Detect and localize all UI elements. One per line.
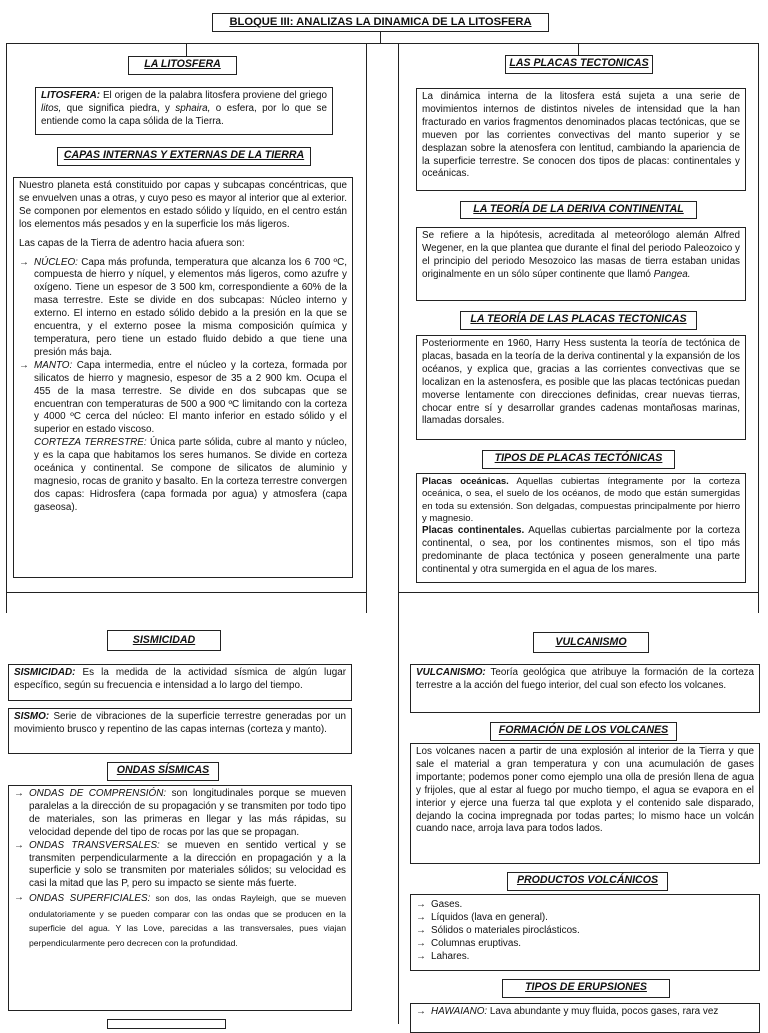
- text: Sólidos o materiales piroclásticos.: [431, 924, 580, 936]
- term: SISMO:: [14, 711, 50, 722]
- vulcanismo-definition: [410, 664, 760, 713]
- list-item: [19, 257, 347, 360]
- list-item: [14, 788, 346, 840]
- term: ONDAS DE COMPRENSIÓN:: [29, 788, 167, 799]
- text: Capa más profunda, temperatura que alcanza los 6 700 ºC, compuesta de hierro y níquel, y elementos más ligeros, como azufre y oxígeno. Tiene un espesor de 3 500 km, correspondiente a 60% de la masa terrestre. Este se divide en dos subcapas: Núcleo interno y externo. El interno en estado sólido debido a la presión en la que se encuentra, y el externo posee la misma composición química y temperatura, pero tiene un estado fluido debido a que tiene una presión más baja.: [34, 256, 347, 358]
- connector-line: [366, 43, 367, 613]
- pangea-term: Pangea.: [653, 268, 691, 280]
- term: ONDAS TRANSVERSALES:: [29, 839, 160, 851]
- continentales-paragraph: [422, 525, 740, 577]
- arrow-icon: →: [14, 892, 24, 904]
- formacion-header: FORMACIÓN DE LOS VOLCANES: [490, 722, 677, 741]
- connector-line: [6, 43, 7, 613]
- list-item: [416, 912, 754, 925]
- tipos-header: TIPOS DE PLACAS TECTÓNICAS: [482, 450, 675, 469]
- list-item: [416, 938, 754, 951]
- term: Placas continentales.: [422, 525, 525, 537]
- deriva-header: LA TEORÍA DE LA DERIVA CONTINENTAL: [460, 201, 697, 219]
- connector-line: [398, 592, 399, 1024]
- list-item: [416, 1006, 754, 1019]
- text: Aquellas cubiertas parcialmente por la corteza continental, o sea, por los continentes mismos, son el tipo más predominante de placa tectónica y poseen generalmente una parte continental y otra sumergida en el agua de los mares.: [422, 525, 740, 575]
- deriva-text: [416, 227, 746, 301]
- connector-line: [380, 31, 381, 43]
- text: Es la medida de la actividad sísmica de algún lugar específico, según su frecuencia e intensidad a lo largo del tiempo.: [14, 667, 346, 691]
- list-item: [416, 899, 754, 912]
- term: SISMICIDAD:: [14, 667, 76, 678]
- connector-line: [398, 592, 759, 593]
- text: Lahares.: [431, 950, 470, 962]
- list-item: [14, 891, 346, 950]
- list-item: [416, 951, 754, 964]
- term: LITOSFERA:: [41, 90, 101, 101]
- text: Se refiere a la hipótesis, acreditada al meteorólogo alemán Alfred Wegener, en la que plantea que durante el final del periodo Paleozoico y el principio del periodo Mesozoico las masas de tierra estaban unidas originalmente en un sólo súper continente que llamó: [422, 230, 740, 280]
- page-title: BLOQUE III: ANALIZAS LA DINAMICA DE LA LITOSFERA: [212, 13, 549, 32]
- sismo-definition: [8, 708, 352, 754]
- text: Capa intermedia, entre el núcleo y la corteza, formada por silicatos de hierro y magnesio, espesor de 35 a 2 900 km. Ocupa el 455 de la masa terrestre. Se divide en dos subcapas que se encuentran con temperaturas de 500 a 900 ºC limitando con la corteza y 4000 ºC cerca del núcleo: El manto inferior en estado sólido y el superior en estado viscoso.: [34, 359, 347, 436]
- litosfera-header: LA LITOSFERA: [128, 56, 237, 75]
- connector-line: [398, 43, 399, 613]
- list-item: [416, 925, 754, 938]
- next-header-box: [107, 1019, 226, 1029]
- text: Aquellas cubiertas íntegramente por la corteza oceánica, o sea, el suelo de los océanos, de modo que están sumergidas en toda su extensión. Son delgadas, compuestas principalmente por hierro y magnesio.: [422, 476, 740, 524]
- vulcanismo-header: VULCANISMO: [533, 632, 649, 653]
- term: VULCANISMO:: [416, 667, 486, 678]
- connector-line: [6, 43, 758, 44]
- teoria-header: LA TEORÍA DE LAS PLACAS TECTONICAS: [460, 311, 697, 330]
- text: sphaira,: [175, 102, 211, 114]
- tipos-text: [416, 473, 746, 583]
- teoria-text: Posteriormente en 1960, Harry Hess sustenta la teoría de tectónica de placas, basada en la teoría de la deriva continental y la expansión de los océanos, y explica que, gracias a las corrientes convectivas que se localizan en la astenosfera, es posible que las placas tectónicas puedan moverse lentamente con direcciones definidas, crear nuevas tierras, chocar entre sí y desarrollar grandes cadenas montañosas marinas, llamadas dorsales.: [416, 335, 746, 440]
- text: o esfera, por lo que se entiende como la capa sólida de la Tierra.: [41, 102, 327, 127]
- formacion-text: Los volcanes nacen a partir de una explosión al interior de la Tierra y que sale el material a gran temperatura y con una acumulación de gases importante; podemos poner como ejemplo una olla de presión llena de agua y frijoles, que al estar al fuego por mucho tiempo, el agua se evapora en el interior y ejerce una fuerza tal que explota y el contenido sale disparado, dejando la cocina impregnada por todas partes; lo mismo hace un volcán cuando nace, arroja lava para todos lados.: [410, 743, 760, 864]
- term: CORTEZA TERRESTRE:: [34, 437, 147, 449]
- text: Líquidos (lava en general).: [431, 911, 548, 923]
- productos-list: [410, 894, 760, 971]
- term: MANTO:: [34, 359, 73, 371]
- term: ONDAS SUPERFICIALES:: [29, 893, 151, 905]
- text: Única parte sólida, cubre al manto y núcleo, y es la capa que habitamos los seres humanos. Se divide en corteza oceánica y continental. Se compone de silicatos de aluminio y magnesio, rocas de granito y basalto. En la corteza terrestre convergen dos capas: Hidrosfera (capa formada por agua) y atmosfera (capa gaseosa).: [34, 437, 347, 513]
- text: Serie de vibraciones de la superficie terrestre generadas por un movimiento brusco y repentino de las capas internas (corteza y manto).: [14, 711, 346, 735]
- placas-header: LAS PLACAS TECTONICAS: [505, 55, 653, 74]
- arrow-icon: →: [416, 899, 426, 910]
- list-item: [19, 360, 347, 515]
- term: NÚCLEO:: [34, 256, 78, 268]
- arrow-icon: →: [416, 937, 426, 949]
- arrow-icon: →: [416, 950, 426, 962]
- text: que significa piedra, y: [61, 102, 176, 114]
- term: Placas oceánicas.: [422, 476, 509, 487]
- ondas-list: [8, 785, 352, 1011]
- erupciones-list: [410, 1003, 760, 1033]
- list-item: [14, 840, 346, 892]
- connector-line: [6, 592, 367, 593]
- arrow-icon: →: [416, 1006, 426, 1017]
- text: son longitudinales porque se mueven paralelas a la dirección de su propagación y se transmiten por todo tipo de materiales, son las primeras en llegar y las más rápidas, su velocidad depende del tipo de rocas por las que se propagan.: [29, 788, 347, 838]
- arrow-icon: →: [416, 911, 426, 923]
- erupciones-header: TIPOS DE ERUPSIONES: [502, 979, 670, 998]
- text: Teoría geológica que atribuye la formación de la corteza terrestre a la acción del fuego interior, del cual son efecto los volcanes.: [416, 667, 754, 691]
- arrow-icon: →: [19, 359, 29, 371]
- placas-text: La dinámica interna de la litosfera está sujeta a una serie de movimientos internos de distintos niveles de intensidad que la han fracturado en varios fragmentos denominados placas tectónicas, que se mueven por las corrientes convectivas del manto superior y se desplazan sobre la atenosfera con lentitud, cambiando la apariencia de la superficie terrestre. Se conocen dos tipos de placas: continentales y oceánicas.: [416, 88, 746, 191]
- capas-lead: Las capas de la Tierra de adentro hacia afuera son:: [19, 237, 245, 249]
- arrow-icon: →: [19, 256, 29, 268]
- productos-header: PRODUCTOS VOLCÁNICOS: [507, 872, 668, 891]
- connector-line: [578, 43, 579, 55]
- sismicidad-header: SISMICIDAD: [107, 630, 221, 651]
- capas-content: [13, 177, 353, 578]
- text: Gases.: [431, 899, 463, 910]
- term: HAWAIANO:: [431, 1006, 488, 1017]
- litosfera-definition: [35, 87, 333, 135]
- ondas-header: ONDAS SÍSMICAS: [107, 762, 219, 781]
- capas-intro: Nuestro planeta está constituido por capas y subcapas concéntricas, que se envuelven unas a otras, y cuyo peso es mayor al interior que al exterior. Se componen por elementos en estado sólido y líquido, en el centro están los elementos más pesados y en la superficie los más ligeros.: [19, 180, 347, 230]
- arrow-icon: →: [14, 788, 24, 799]
- connector-line: [186, 43, 187, 56]
- text: se mueven en sentido vertical y se transmiten perpendicularmente a la dirección en propagación y a la superficie y solo se transmiten por materiales sólidos; su velocidad es casi la mitad que las P, pero su impacto se siente más fuerte.: [29, 839, 346, 890]
- sismicidad-definition: [8, 664, 352, 701]
- text: El origen de la palabra litosfera proviene del griego: [100, 90, 327, 101]
- text: Columnas eruptivas.: [431, 937, 522, 949]
- text: son dos, las ondas Rayleigh, que se mueven ondulatoriamente y se pueden comparar con las ondas que se producen en la superficie del agua. Y las Love, parecidas a las transversales, pues viajan perpendicularmente pero decrecen con la profundidad.: [29, 893, 346, 949]
- text: Lava abundante y muy fluida, pocos gases, rara vez: [487, 1006, 719, 1017]
- connector-line: [758, 43, 759, 613]
- arrow-icon: →: [416, 924, 426, 936]
- text: litos,: [41, 102, 62, 114]
- arrow-icon: →: [14, 839, 24, 851]
- capas-header: CAPAS INTERNAS Y EXTERNAS DE LA TIERRA: [57, 147, 311, 166]
- oceanicas-paragraph: [422, 476, 740, 525]
